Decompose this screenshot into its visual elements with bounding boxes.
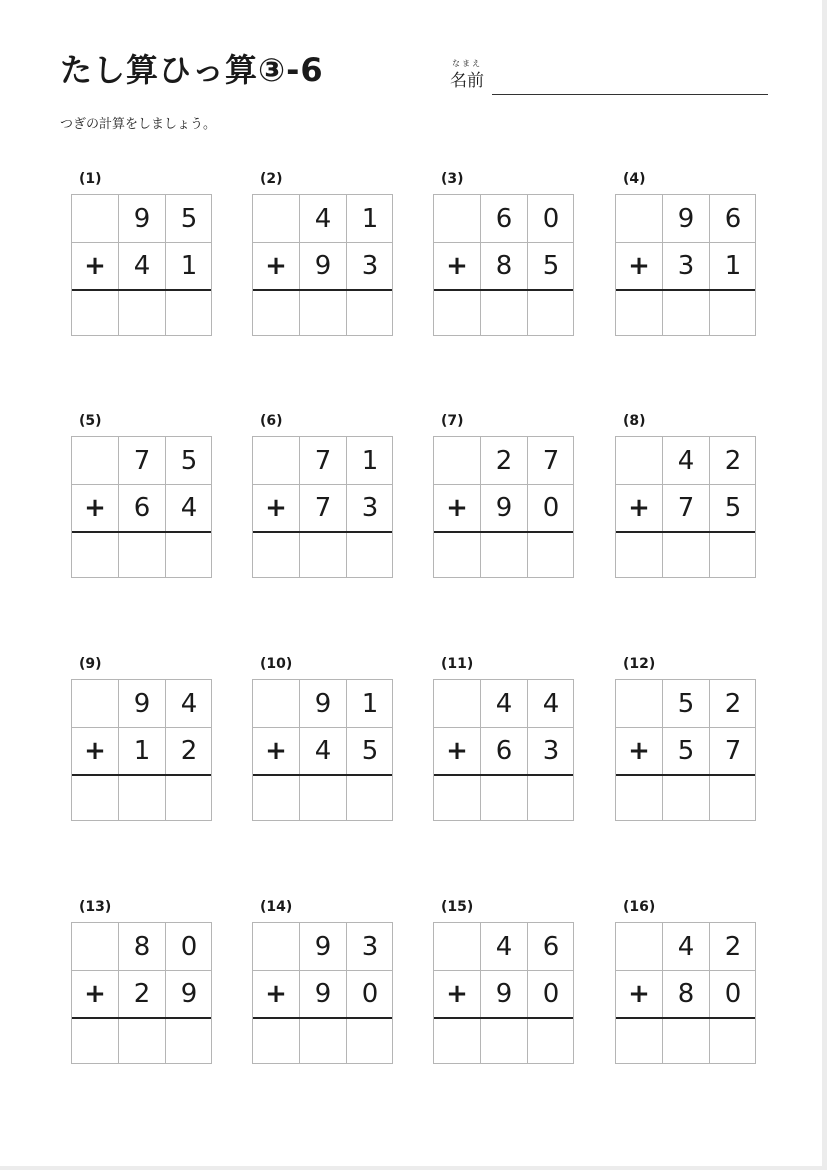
problem-label: (14) [260,899,293,915]
top-digit: 9 [118,195,165,242]
answer-box[interactable] [662,533,709,577]
name-underline [492,94,768,95]
addition-grid [252,922,393,1064]
bottom-number-row [434,970,573,1017]
empty-cell [616,680,662,727]
top-digit: 9 [299,923,346,970]
top-number-row [253,195,392,242]
top-digit: 2 [709,437,756,484]
problem-5 [71,412,231,582]
bottom-digit: 0 [709,971,756,1017]
answer-box[interactable] [253,776,299,820]
answer-box[interactable] [709,291,756,335]
problem-9 [71,655,231,825]
top-number-row [72,437,211,484]
name-label: 名前 [450,71,484,91]
answer-row [616,531,755,577]
answer-box[interactable] [434,776,480,820]
instruction-text: つぎの計算をしましょう。 [60,117,217,132]
bottom-number-row [72,484,211,531]
addition-grid [71,679,212,821]
problem-16 [615,898,775,1068]
answer-box[interactable] [346,776,393,820]
bottom-number-row [616,242,755,289]
answer-row [253,289,392,335]
addition-grid [433,679,574,821]
empty-cell [434,680,480,727]
top-number-row [434,437,573,484]
problem-label: (3) [441,171,464,187]
answer-row [253,774,392,820]
bottom-digit: 9 [299,971,346,1017]
top-digit: 2 [709,680,756,727]
problem-8 [615,412,775,582]
top-number-row [72,680,211,727]
answer-box[interactable] [662,1019,709,1063]
answer-box[interactable] [434,291,480,335]
top-digit: 4 [480,680,527,727]
answer-box[interactable] [527,291,574,335]
bottom-digit: 4 [118,243,165,289]
bottom-digit: 3 [662,243,709,289]
problem-13 [71,898,231,1068]
top-number-row [434,680,573,727]
empty-cell [616,437,662,484]
problem-14 [252,898,412,1068]
top-number-row [434,923,573,970]
addition-grid [615,922,756,1064]
empty-cell [253,195,299,242]
empty-cell [72,195,118,242]
problem-label: (16) [623,899,656,915]
name-field [448,58,768,98]
addition-grid [71,194,212,336]
plus-sign: + [265,736,287,766]
top-digit: 4 [480,923,527,970]
top-digit: 9 [299,680,346,727]
top-number-row [253,437,392,484]
name-ruby: なまえ [452,59,482,68]
problem-11 [433,655,593,825]
problem-label: (5) [79,413,102,429]
top-digit: 6 [480,195,527,242]
answer-box[interactable] [118,533,165,577]
bottom-digit: 6 [118,485,165,531]
answer-box[interactable] [346,1019,393,1063]
top-number-row [434,195,573,242]
problem-10 [252,655,412,825]
problem-label: (10) [260,656,293,672]
answer-row [616,289,755,335]
bottom-digit: 0 [346,971,393,1017]
top-digit: 7 [527,437,574,484]
empty-cell [616,923,662,970]
answer-box[interactable] [299,1019,346,1063]
problem-12 [615,655,775,825]
bottom-number-row [616,727,755,774]
plus-sign: + [628,251,650,281]
plus-sign: + [446,251,468,281]
top-number-row [72,195,211,242]
bottom-digit: 7 [709,728,756,774]
problem-6 [252,412,412,582]
top-digit: 5 [165,437,212,484]
answer-row [434,531,573,577]
bottom-digit: 5 [662,728,709,774]
answer-box[interactable] [346,533,393,577]
addition-grid [615,194,756,336]
problem-2 [252,170,412,340]
plus-sign: + [84,736,106,766]
empty-cell [72,680,118,727]
plus-sign: + [628,736,650,766]
answer-box[interactable] [480,776,527,820]
answer-box[interactable] [253,533,299,577]
top-number-row [616,923,755,970]
empty-cell [253,680,299,727]
plus-sign: + [446,736,468,766]
problem-label: (7) [441,413,464,429]
top-digit: 9 [662,195,709,242]
bottom-digit: 0 [527,485,574,531]
addition-grid [252,194,393,336]
top-number-row [72,923,211,970]
addition-grid [615,679,756,821]
bottom-digit: 2 [165,728,212,774]
top-digit: 7 [118,437,165,484]
answer-box[interactable] [118,1019,165,1063]
answer-row [72,531,211,577]
addition-grid [71,922,212,1064]
bottom-digit: 5 [709,485,756,531]
answer-box[interactable] [434,533,480,577]
worksheet-title: たし算ひっ算③-6 [60,51,324,89]
top-digit: 4 [527,680,574,727]
problem-15 [433,898,593,1068]
bottom-digit: 3 [346,243,393,289]
top-number-row [616,437,755,484]
problem-label: (15) [441,899,474,915]
bottom-digit: 1 [165,243,212,289]
bottom-number-row [434,242,573,289]
bottom-digit: 0 [527,971,574,1017]
answer-row [253,1017,392,1063]
plus-sign: + [446,493,468,523]
problem-label: (1) [79,171,102,187]
addition-grid [433,194,574,336]
answer-box[interactable] [72,291,118,335]
bottom-number-row [616,970,755,1017]
empty-cell [434,923,480,970]
top-digit: 4 [299,195,346,242]
top-digit: 1 [346,437,393,484]
bottom-digit: 5 [346,728,393,774]
page-bottom-edge [0,1166,827,1170]
bottom-digit: 1 [709,243,756,289]
top-digit: 4 [165,680,212,727]
bottom-number-row [72,970,211,1017]
empty-cell [616,195,662,242]
answer-box[interactable] [299,776,346,820]
top-number-row [616,195,755,242]
problem-4 [615,170,775,340]
answer-box[interactable] [616,533,662,577]
top-digit: 3 [346,923,393,970]
answer-box[interactable] [434,1019,480,1063]
answer-box[interactable] [480,533,527,577]
top-digit: 7 [299,437,346,484]
answer-row [72,289,211,335]
plus-sign: + [446,979,468,1009]
top-number-row [616,680,755,727]
answer-box[interactable] [299,291,346,335]
bottom-digit: 9 [480,971,527,1017]
answer-box[interactable] [480,291,527,335]
plus-sign: + [265,979,287,1009]
empty-cell [72,437,118,484]
answer-box[interactable] [346,291,393,335]
answer-box[interactable] [72,1019,118,1063]
bottom-digit: 9 [165,971,212,1017]
problem-label: (11) [441,656,474,672]
empty-cell [253,437,299,484]
addition-grid [433,436,574,578]
answer-box[interactable] [165,1019,212,1063]
top-digit: 5 [165,195,212,242]
answer-box[interactable] [72,776,118,820]
plus-sign: + [265,493,287,523]
empty-cell [72,923,118,970]
bottom-digit: 1 [118,728,165,774]
bottom-digit: 4 [299,728,346,774]
answer-row [434,289,573,335]
top-digit: 0 [165,923,212,970]
addition-grid [252,679,393,821]
bottom-digit: 3 [527,728,574,774]
answer-box[interactable] [709,533,756,577]
answer-row [253,531,392,577]
answer-box[interactable] [527,533,574,577]
plus-sign: + [84,979,106,1009]
answer-box[interactable] [527,776,574,820]
top-number-row [253,680,392,727]
answer-box[interactable] [165,533,212,577]
problem-3 [433,170,593,340]
problem-7 [433,412,593,582]
top-digit: 5 [662,680,709,727]
plus-sign: + [628,979,650,1009]
answer-box[interactable] [118,776,165,820]
bottom-digit: 9 [480,485,527,531]
answer-box[interactable] [299,533,346,577]
bottom-digit: 6 [480,728,527,774]
answer-box[interactable] [253,291,299,335]
bottom-number-row [616,484,755,531]
bottom-digit: 7 [299,485,346,531]
empty-cell [434,195,480,242]
empty-cell [253,923,299,970]
top-digit: 2 [480,437,527,484]
answer-box[interactable] [527,1019,574,1063]
plus-sign: + [84,493,106,523]
answer-box[interactable] [165,776,212,820]
addition-grid [252,436,393,578]
top-digit: 2 [709,923,756,970]
bottom-number-row [253,970,392,1017]
problem-label: (8) [623,413,646,429]
answer-box[interactable] [72,533,118,577]
answer-row [616,774,755,820]
answer-box[interactable] [709,776,756,820]
problem-label: (4) [623,171,646,187]
problem-label: (6) [260,413,283,429]
answer-box[interactable] [118,291,165,335]
bottom-number-row [72,242,211,289]
answer-row [72,1017,211,1063]
bottom-digit: 8 [480,243,527,289]
bottom-number-row [253,484,392,531]
top-digit: 1 [346,195,393,242]
top-digit: 1 [346,680,393,727]
answer-row [616,1017,755,1063]
top-digit: 9 [118,680,165,727]
answer-box[interactable] [616,291,662,335]
problem-label: (12) [623,656,656,672]
answer-box[interactable] [165,291,212,335]
problem-label: (13) [79,899,112,915]
bottom-number-row [434,484,573,531]
top-number-row [253,923,392,970]
problem-label: (9) [79,656,102,672]
top-digit: 0 [527,195,574,242]
top-digit: 6 [709,195,756,242]
empty-cell [434,437,480,484]
bottom-digit: 9 [299,243,346,289]
plus-sign: + [84,251,106,281]
answer-box[interactable] [662,776,709,820]
problem-label: (2) [260,171,283,187]
top-digit: 4 [662,923,709,970]
addition-grid [71,436,212,578]
top-digit: 6 [527,923,574,970]
answer-row [72,774,211,820]
answer-box[interactable] [709,1019,756,1063]
bottom-number-row [72,727,211,774]
addition-grid [615,436,756,578]
plus-sign: + [265,251,287,281]
answer-box[interactable] [616,776,662,820]
bottom-digit: 4 [165,485,212,531]
bottom-digit: 8 [662,971,709,1017]
page-edge [822,0,827,1170]
answer-row [434,1017,573,1063]
addition-grid [433,922,574,1064]
answer-row [434,774,573,820]
top-digit: 4 [662,437,709,484]
bottom-number-row [253,242,392,289]
answer-box[interactable] [253,1019,299,1063]
bottom-digit: 5 [527,243,574,289]
answer-box[interactable] [662,291,709,335]
problem-1 [71,170,231,340]
bottom-number-row [434,727,573,774]
bottom-digit: 3 [346,485,393,531]
answer-box[interactable] [616,1019,662,1063]
bottom-digit: 7 [662,485,709,531]
bottom-number-row [253,727,392,774]
bottom-digit: 2 [118,971,165,1017]
answer-box[interactable] [480,1019,527,1063]
plus-sign: + [628,493,650,523]
top-digit: 8 [118,923,165,970]
